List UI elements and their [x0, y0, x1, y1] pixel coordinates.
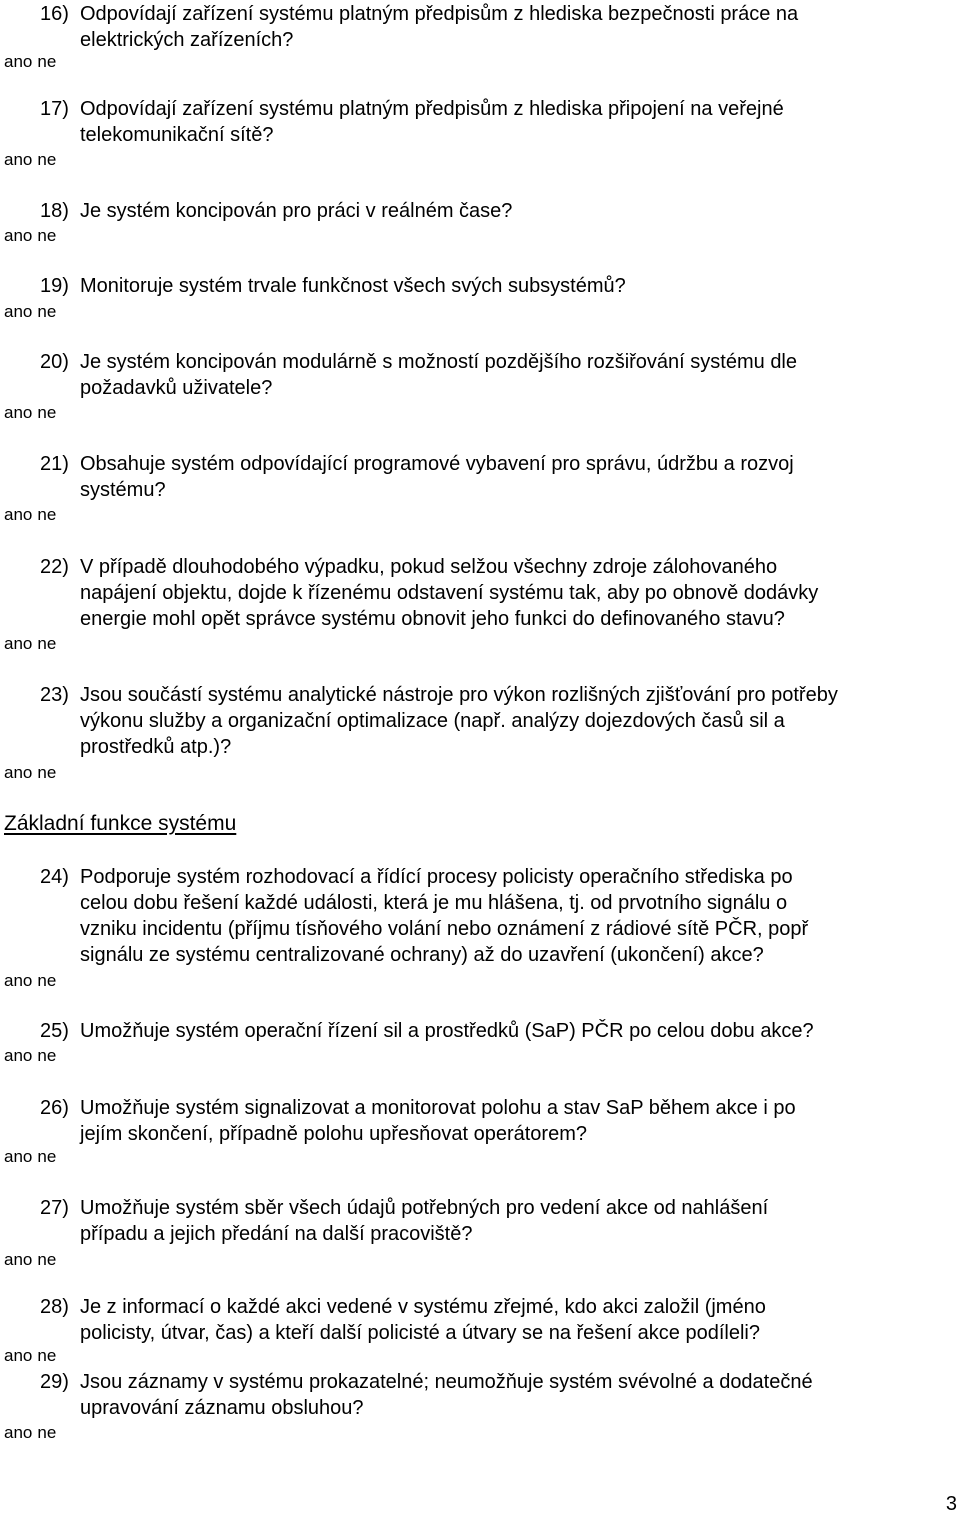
question-item: [40, 682, 958, 760]
question-text-line: telekomunikační sítě?: [80, 124, 274, 146]
answer-no-option[interactable]: ne: [37, 1250, 57, 1269]
answer-options: [4, 634, 56, 654]
question-text-line: požadavků uživatele?: [80, 377, 273, 399]
question-item: [40, 1095, 958, 1147]
question-item: [40, 451, 958, 503]
answer-no-option[interactable]: ne: [37, 763, 57, 782]
question-number: 28): [40, 1296, 69, 1318]
answer-no-option[interactable]: ne: [37, 403, 57, 422]
answer-no-option[interactable]: ne: [37, 150, 57, 169]
question-text: [80, 1195, 958, 1247]
question-number: 16): [40, 3, 69, 25]
answer-yes-option[interactable]: ano: [4, 634, 33, 653]
question-text-line: vzniku incidentu (příjmu tísňového volání nebo oznámení z rádiové sítě PČR, popř: [80, 918, 809, 940]
question-text-line: Umožňuje systém sběr všech údajů potřebných pro vedení akce od nahlášení: [80, 1197, 769, 1219]
answer-options: [4, 1346, 56, 1366]
answer-yes-option[interactable]: ano: [4, 150, 33, 169]
answer-yes-option[interactable]: ano: [4, 226, 33, 245]
question-item: [40, 96, 958, 148]
question-number: 26): [40, 1097, 69, 1119]
question-text: [80, 864, 958, 968]
answer-no-option[interactable]: ne: [37, 302, 57, 321]
section-title: Základní funkce systému: [4, 812, 237, 835]
answer-options: [4, 971, 56, 991]
question-item: [40, 1018, 958, 1044]
answer-yes-option[interactable]: ano: [4, 763, 33, 782]
question-item: [40, 1195, 958, 1247]
question-text-line: celou dobu řešení každé události, která je mu hlášena, tj. od prvotního signálu o: [80, 892, 788, 914]
question-item: [40, 273, 958, 299]
answer-options: [4, 1147, 56, 1167]
answer-yes-option[interactable]: ano: [4, 1423, 33, 1442]
question-text: [80, 1, 958, 53]
question-text-line: energie mohl opět správce systému obnovit jeho funkci do definovaného stavu?: [80, 608, 785, 630]
question-text-line: V případě dlouhodobého výpadku, pokud selžou všechny zdroje zálohovaného: [80, 556, 778, 578]
question-number: 21): [40, 453, 69, 475]
question-item: [40, 554, 958, 632]
question-text: [80, 451, 958, 503]
question-text-line: Je z informací o každé akci vedené v systému zřejmé, kdo akci založil (jméno: [80, 1296, 766, 1318]
answer-options: [4, 226, 56, 246]
answer-options: [4, 403, 56, 423]
answer-no-option[interactable]: ne: [37, 634, 57, 653]
question-number: 18): [40, 200, 69, 222]
question-number: 29): [40, 1371, 69, 1393]
answer-options: [4, 505, 56, 525]
answer-options: [4, 763, 56, 783]
question-text-line: Je systém koncipován pro práci v reálném čase?: [80, 200, 513, 222]
question-text-line: Jsou záznamy v systému prokazatelné; neumožňuje systém svévolné a dodatečné: [80, 1371, 813, 1393]
answer-no-option[interactable]: ne: [37, 1346, 57, 1365]
question-number: 22): [40, 556, 69, 578]
question-number: 23): [40, 684, 69, 706]
question-text: [80, 198, 958, 224]
question-text: [80, 96, 958, 148]
question-item: [40, 1, 958, 53]
answer-yes-option[interactable]: ano: [4, 1250, 33, 1269]
question-item: [40, 864, 958, 968]
question-number: 24): [40, 866, 69, 888]
answer-no-option[interactable]: ne: [37, 505, 57, 524]
question-number: 25): [40, 1020, 69, 1042]
question-item: [40, 1294, 958, 1346]
question-text-line: Jsou součástí systému analytické nástroje pro výkon rozlišných zjišťování pro potřeby: [80, 684, 838, 706]
answer-options: [4, 52, 56, 72]
question-item: [40, 349, 958, 401]
question-text: [80, 682, 958, 760]
question-number: 19): [40, 275, 69, 297]
answer-yes-option[interactable]: ano: [4, 1147, 33, 1166]
answer-no-option[interactable]: ne: [37, 1147, 57, 1166]
answer-options: [4, 302, 56, 322]
question-text: [80, 1018, 958, 1044]
question-text-line: signálu ze systému centralizované ochrany) až do uzavření (ukončení) akce?: [80, 944, 764, 966]
question-item: [40, 1369, 958, 1421]
question-text-line: Umožňuje systém signalizovat a monitorovat polohu a stav SaP během akce i po: [80, 1097, 796, 1119]
question-text: [80, 349, 958, 401]
question-text-line: upravování záznamu obsluhou?: [80, 1397, 364, 1419]
question-text: [80, 273, 958, 299]
answer-no-option[interactable]: ne: [37, 52, 57, 71]
question-text-line: Umožňuje systém operační řízení sil a prostředků (SaP) PČR po celou dobu akce?: [80, 1020, 814, 1042]
question-number: 20): [40, 351, 69, 373]
question-text-line: policisty, útvar, čas) a kteří další policisté a útvary se na řešení akce podíleli?: [80, 1322, 760, 1344]
answer-yes-option[interactable]: ano: [4, 1346, 33, 1365]
answer-yes-option[interactable]: ano: [4, 403, 33, 422]
answer-yes-option[interactable]: ano: [4, 52, 33, 71]
answer-no-option[interactable]: ne: [37, 226, 57, 245]
answer-yes-option[interactable]: ano: [4, 1046, 33, 1065]
answer-no-option[interactable]: ne: [37, 1046, 57, 1065]
answer-options: [4, 1423, 56, 1443]
question-text-line: jejím skončení, případně polohu upřesňovat operátorem?: [80, 1123, 587, 1145]
question-text-line: Odpovídají zařízení systému platným předpisům z hlediska bezpečnosti práce na: [80, 3, 799, 25]
question-text: [80, 1369, 958, 1421]
question-text-line: elektrických zařízeních?: [80, 29, 294, 51]
page-number: 3: [945, 1493, 957, 1515]
question-text: [80, 554, 958, 632]
question-text-line: prostředků atp.)?: [80, 736, 232, 758]
question-text-line: Podporuje systém rozhodovací a řídící procesy policisty operačního střediska po: [80, 866, 793, 888]
question-text-line: Obsahuje systém odpovídající programové vybavení pro správu, údržbu a rozvoj: [80, 453, 794, 475]
question-text: [80, 1095, 958, 1147]
answer-no-option[interactable]: ne: [37, 971, 57, 990]
question-number: 17): [40, 98, 69, 120]
question-item: [40, 198, 958, 224]
answer-no-option[interactable]: ne: [37, 1423, 57, 1442]
question-text-line: případu a jejich předání na další pracoviště?: [80, 1223, 473, 1245]
question-number: 27): [40, 1197, 69, 1219]
question-text-line: Odpovídají zařízení systému platným předpisům z hlediska připojení na veřejné: [80, 98, 784, 120]
answer-yes-option[interactable]: ano: [4, 302, 33, 321]
question-text-line: Je systém koncipován modulárně s možností pozdějšího rozšiřování systému dle: [80, 351, 798, 373]
answer-options: [4, 1046, 56, 1066]
question-text-line: napájení objektu, dojde k řízenému odstavení systému tak, aby po obnově dodávky: [80, 582, 819, 604]
answer-options: [4, 150, 56, 170]
answer-yes-option[interactable]: ano: [4, 505, 33, 524]
question-text: [80, 1294, 958, 1346]
question-text-line: systému?: [80, 479, 166, 501]
answer-options: [4, 1250, 56, 1270]
question-text-line: výkonu služby a organizační optimalizace (např. analýzy dojezdových časů sil a: [80, 710, 785, 732]
answer-yes-option[interactable]: ano: [4, 971, 33, 990]
question-text-line: Monitoruje systém trvale funkčnost všech svých subsystémů?: [80, 275, 626, 297]
